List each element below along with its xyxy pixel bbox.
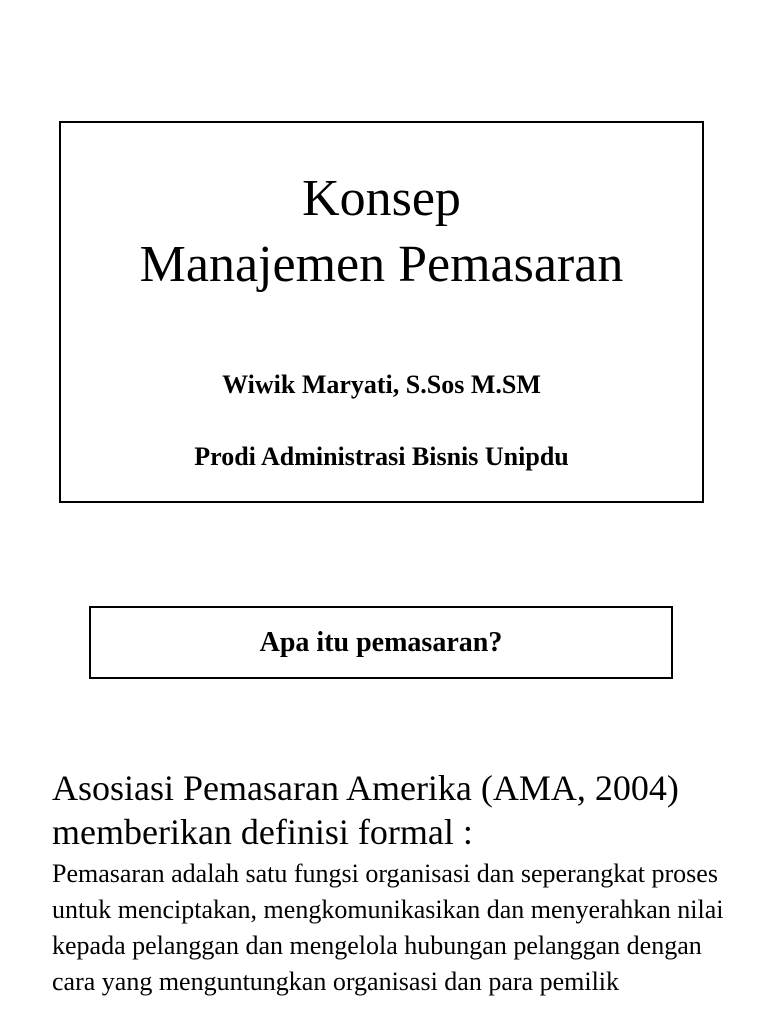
title-line-1: Konsep (302, 170, 461, 227)
author-name: Wiwik Maryati, S.Sos M.SM (222, 370, 541, 399)
question-heading: Apa itu pemasaran? (89, 606, 673, 679)
ama-definition-lead: Asosiasi Pemasaran Amerika (AMA, 2004) memberikan definisi formal : (52, 768, 679, 852)
title-slide-box (59, 121, 704, 503)
department-name: Prodi Administrasi Bisnis Unipdu (194, 442, 569, 471)
ama-definition-text: Pemasaran adalah satu fungsi organisasi dan seperangkat proses untuk menciptakan, mengkomunikasikan dan menyerahkan nilai kepada pelanggan dan mengelola hubungan pelanggan dengan cara yang menguntungkan organisasi dan para pemilik (52, 859, 724, 996)
title-line-2: Manajemen Pemasaran (139, 236, 624, 293)
